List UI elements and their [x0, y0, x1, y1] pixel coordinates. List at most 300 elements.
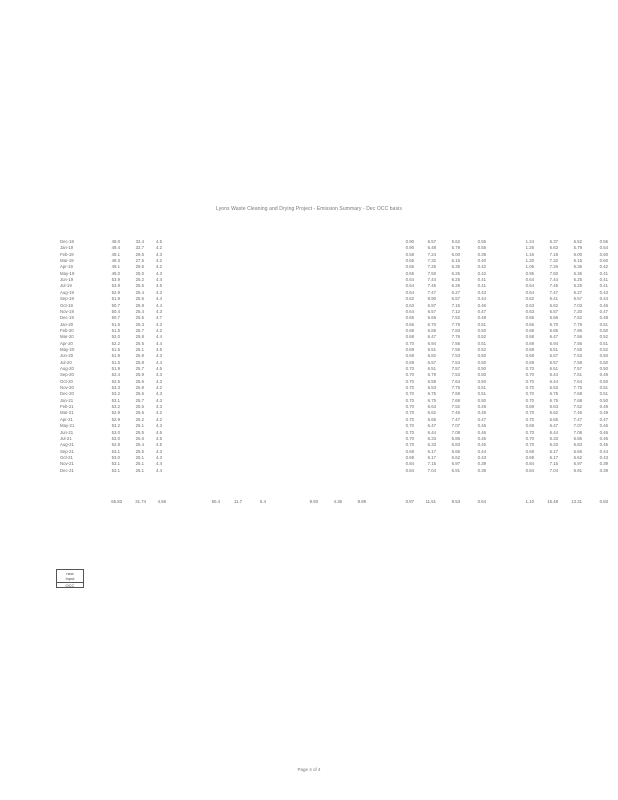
table-cell: 0.84 — [405, 461, 414, 467]
table-cell: 49.0 — [111, 239, 120, 244]
table-cell: 1.06 — [525, 264, 534, 270]
row-month: Jun-19 — [60, 277, 74, 283]
table-cell: 0.69 — [405, 454, 414, 460]
table-cell: 25.4 — [135, 308, 144, 314]
table-cell: 53.1 — [111, 448, 120, 454]
table-cell: 4.2 — [156, 416, 162, 422]
table-cell: 6.44 — [549, 429, 558, 435]
table-cell: 0.39 — [477, 467, 486, 473]
table-cell: 7.75 — [573, 385, 582, 391]
table-cell: 0.41 — [599, 277, 608, 283]
table-cell: 6.36 — [573, 270, 582, 276]
table-row — [0, 461, 618, 467]
table-cell: 7.45 — [427, 283, 436, 289]
table-cell: 0.49 — [599, 404, 608, 410]
table-cell: 6.57 — [549, 353, 558, 359]
table-cell: 7.44 — [427, 277, 436, 283]
table-cell: 52.8 — [111, 442, 120, 448]
table-cell: 0.52 — [599, 346, 608, 352]
table-cell: 0.50 — [477, 372, 486, 378]
table-cell: 0.50 — [599, 327, 608, 333]
table-cell: 25.5 — [135, 283, 144, 289]
table-cell: 6.66 — [427, 315, 436, 321]
table-cell: 52.9 — [111, 289, 120, 295]
table-cell: 6.79 — [427, 372, 436, 378]
table-cell: 0.50 — [477, 359, 486, 365]
table-cell: 53.0 — [111, 454, 120, 460]
table-row — [0, 252, 618, 258]
table-cell: 0.39 — [599, 461, 608, 467]
table-cell: 7.46 — [573, 410, 582, 416]
table-cell: 49.3 — [111, 258, 120, 264]
summary-cell: 65.83 — [111, 499, 122, 504]
table-cell: 0.47 — [477, 308, 486, 314]
table-cell: 25.1 — [135, 454, 144, 460]
table-cell: 51.5 — [111, 359, 120, 365]
table-cell: 7.55 — [451, 346, 460, 352]
table-cell: 0.52 — [599, 334, 608, 340]
table-cell: 6.33 — [427, 442, 436, 448]
table-cell: 0.50 — [599, 366, 608, 371]
table-cell: 6.65 — [427, 416, 436, 422]
table-cell: 6.47 — [427, 334, 436, 340]
summary-cell: 0.64 — [477, 499, 486, 504]
table-cell: 6.33 — [549, 442, 558, 448]
row-month: Apr-21 — [60, 416, 73, 422]
table-cell: 0.51 — [477, 385, 486, 391]
table-cell: 0.44 — [599, 296, 608, 302]
table-cell: 0.51 — [477, 340, 486, 346]
table-row — [0, 360, 618, 366]
summary-cell: 11.51 — [425, 499, 436, 504]
row-month: Jan-20 — [60, 321, 74, 327]
table-cell: 6.00 — [573, 251, 582, 257]
table-cell: 1.26 — [525, 245, 534, 251]
table-cell: 4.3 — [156, 397, 162, 403]
table-cell: 53.9 — [111, 283, 120, 289]
table-cell: 25.1 — [135, 467, 144, 473]
table-cell: 6.17 — [549, 448, 558, 454]
table-cell: 6.83 — [573, 442, 582, 448]
table-cell: 0.39 — [477, 461, 486, 467]
table-cell: 6.82 — [427, 353, 436, 359]
table-cell: 0.66 — [405, 321, 414, 327]
table-cell: 0.51 — [599, 321, 608, 327]
table-cell: 25.5 — [135, 315, 144, 321]
table-cell: 7.24 — [427, 251, 436, 257]
table-cell: 4.3 — [156, 378, 162, 384]
table-cell: 7.07 — [451, 423, 460, 429]
table-cell: 0.50 — [599, 359, 608, 365]
table-cell: 7.15 — [451, 302, 460, 308]
table-cell: 0.70 — [525, 442, 534, 448]
table-cell: 0.62 — [525, 296, 534, 302]
table-cell: 0.49 — [599, 410, 608, 416]
table-cell: 7.53 — [451, 353, 460, 359]
table-cell: 0.54 — [599, 245, 608, 251]
row-month: Jul-20 — [60, 359, 72, 365]
table-cell: 6.83 — [451, 442, 460, 448]
table-cell: 0.70 — [405, 391, 414, 397]
table-cell: 0.70 — [525, 378, 534, 384]
table-cell: 0.69 — [525, 423, 534, 429]
table-cell: 0.51 — [477, 391, 486, 397]
row-month: Aug-21 — [60, 442, 74, 448]
table-cell: 0.63 — [525, 308, 534, 314]
table-cell: 0.47 — [599, 416, 608, 422]
table-row — [0, 366, 618, 372]
row-month: Mar-20 — [60, 334, 74, 340]
table-cell: 0.66 — [525, 321, 534, 327]
row-month: Nov-19 — [60, 308, 74, 314]
row-month: Jan-19 — [60, 245, 74, 251]
row-month: Mar-19 — [60, 258, 74, 264]
row-month: Dec-19 — [60, 315, 74, 321]
page-footer: Page 4 of 4 — [297, 767, 321, 772]
table-cell: 6.52 — [573, 239, 582, 244]
table-cell: 0.48 — [477, 315, 486, 321]
table-cell: 0.40 — [477, 258, 486, 264]
table-cell: 53.1 — [111, 467, 120, 473]
table-cell: 51.5 — [111, 346, 120, 352]
table-cell: 25.7 — [135, 366, 144, 371]
row-month: Feb-20 — [60, 327, 74, 333]
table-cell: 6.25 — [573, 283, 582, 289]
table-cell: 6.51 — [427, 366, 436, 371]
table-cell: 6.25 — [451, 277, 460, 283]
table-cell: 6.94 — [427, 340, 436, 346]
table-cell: 6.57 — [427, 239, 436, 244]
table-cell: 25.8 — [135, 334, 144, 340]
table-cell: 4.3 — [156, 372, 162, 378]
table-cell: 7.32 — [549, 258, 558, 264]
table-cell: 25.6 — [135, 378, 144, 384]
table-cell: 6.15 — [573, 258, 582, 264]
table-row — [0, 436, 618, 442]
row-month: Apr-19 — [60, 264, 73, 270]
table-cell: 0.46 — [477, 435, 486, 441]
table-cell: 6.91 — [573, 467, 582, 473]
table-cell: 4.5 — [156, 429, 162, 435]
table-cell: 6.37 — [549, 239, 558, 244]
legend-line-2: Input — [65, 576, 75, 581]
table-cell: 6.41 — [549, 296, 558, 302]
table-cell: 1.24 — [525, 239, 534, 244]
table-cell: 4.5 — [156, 239, 162, 244]
table-cell: 0.68 — [525, 327, 534, 333]
table-row — [0, 449, 618, 455]
table-cell: 0.63 — [525, 302, 534, 308]
table-cell: 4.4 — [156, 467, 162, 473]
table-cell: 0.70 — [405, 416, 414, 422]
table-cell: 0.58 — [405, 251, 414, 257]
table-cell: 7.47 — [549, 289, 558, 295]
row-month: Sep-20 — [60, 372, 74, 378]
row-month: Jul-19 — [60, 283, 72, 289]
table-cell: 50.4 — [111, 308, 120, 314]
table-cell: 51.5 — [111, 321, 120, 327]
table-cell: 52.9 — [111, 410, 120, 416]
table-cell: 0.68 — [525, 334, 534, 340]
row-month: Dec-18 — [60, 239, 74, 244]
table-cell: 0.55 — [477, 245, 486, 251]
table-row — [0, 468, 618, 474]
table-cell: 7.47 — [427, 289, 436, 295]
row-month: Apr-20 — [60, 340, 73, 346]
table-cell: 0.46 — [477, 423, 486, 429]
table-cell: 7.68 — [451, 397, 460, 403]
table-row — [0, 334, 618, 340]
table-cell: 7.57 — [451, 366, 460, 371]
row-month: Jul-21 — [60, 435, 72, 441]
table-cell: 0.44 — [599, 448, 608, 454]
table-cell: 49.1 — [111, 264, 120, 270]
table-cell: 0.42 — [477, 264, 486, 270]
table-cell: 0.70 — [525, 416, 534, 422]
table-row — [0, 442, 618, 448]
table-cell: 6.33 — [549, 435, 558, 441]
table-cell: 29.5 — [135, 251, 144, 257]
table-cell: 53.9 — [111, 277, 120, 283]
table-cell: 0.47 — [477, 416, 486, 422]
legend-box — [56, 569, 84, 588]
table-cell: 6.85 — [427, 327, 436, 333]
table-cell: 0.65 — [405, 270, 414, 276]
table-cell: 6.51 — [549, 366, 558, 371]
table-cell: 6.62 — [451, 454, 460, 460]
table-cell: 4.7 — [156, 315, 162, 321]
table-cell: 7.08 — [451, 429, 460, 435]
table-cell: 0.51 — [477, 321, 486, 327]
table-row — [0, 309, 618, 315]
table-row — [0, 417, 618, 423]
table-cell: 0.70 — [525, 410, 534, 416]
table-cell: 49.4 — [111, 245, 120, 251]
table-cell: 0.70 — [405, 423, 414, 429]
table-cell: 6.86 — [451, 435, 460, 441]
table-cell: 7.79 — [451, 321, 460, 327]
table-cell: 50.7 — [111, 302, 120, 308]
legend-line-3: OCC — [57, 582, 83, 588]
table-cell: 7.64 — [573, 378, 582, 384]
summary-cell: 11.7 — [233, 499, 242, 504]
table-cell: 4.3 — [156, 353, 162, 359]
table-cell: 0.69 — [405, 359, 414, 365]
row-month: Oct-21 — [60, 454, 73, 460]
table-cell: 0.51 — [599, 391, 608, 397]
table-row — [0, 379, 618, 385]
table-cell: 0.95 — [525, 270, 534, 276]
table-cell: 7.46 — [451, 410, 460, 416]
table-cell: 6.27 — [573, 289, 582, 295]
table-cell: 0.70 — [525, 429, 534, 435]
table-cell: 0.46 — [599, 302, 608, 308]
table-cell: 7.52 — [573, 315, 582, 321]
table-row — [0, 385, 618, 391]
table-cell: 7.58 — [573, 359, 582, 365]
table-cell: 29.5 — [135, 264, 144, 270]
table-cell: 0.70 — [525, 391, 534, 397]
table-cell: 6.15 — [451, 258, 460, 264]
table-cell: 0.43 — [599, 289, 608, 295]
table-row — [0, 398, 618, 404]
table-cell: 6.75 — [427, 397, 436, 403]
table-cell: 0.42 — [477, 270, 486, 276]
table-cell: 0.64 — [405, 283, 414, 289]
table-cell: 6.63 — [549, 245, 558, 251]
table-cell: 6.75 — [549, 397, 558, 403]
table-cell: 7.32 — [427, 258, 436, 264]
table-cell: 0.42 — [599, 264, 608, 270]
table-row — [0, 410, 618, 416]
table-cell: 1.16 — [525, 251, 534, 257]
table-cell: 0.60 — [599, 258, 608, 264]
table-cell: 0.69 — [525, 448, 534, 454]
table-cell: 0.69 — [405, 448, 414, 454]
table-cell: 0.62 — [405, 296, 414, 302]
table-row — [0, 404, 618, 410]
table-cell: 25.6 — [135, 435, 144, 441]
table-cell: 7.44 — [549, 277, 558, 283]
table-cell: 4.4 — [156, 340, 162, 346]
row-month: Dec-21 — [60, 467, 74, 473]
table-cell: 0.70 — [405, 404, 414, 410]
table-cell: 0.70 — [525, 397, 534, 403]
table-cell: 0.64 — [405, 277, 414, 283]
table-cell: 6.85 — [549, 327, 558, 333]
table-cell: 53.0 — [111, 429, 120, 435]
table-cell: 7.07 — [573, 423, 582, 429]
table-cell: 0.39 — [477, 251, 486, 257]
table-cell: 0.43 — [599, 454, 608, 460]
table-cell: 0.51 — [599, 385, 608, 391]
table-cell: 4.3 — [156, 454, 162, 460]
table-cell: 0.64 — [405, 289, 414, 295]
table-cell: 0.64 — [405, 308, 414, 314]
table-cell: 0.65 — [525, 315, 534, 321]
summary-cell: 13.31 — [571, 499, 582, 504]
table-row — [0, 353, 618, 359]
table-cell: 4.3 — [156, 251, 162, 257]
table-cell: 25.6 — [135, 296, 144, 302]
table-cell: 51.9 — [111, 353, 120, 359]
table-cell: 25.5 — [135, 448, 144, 454]
table-cell: 4.2 — [156, 385, 162, 391]
table-cell: 25.3 — [135, 321, 144, 327]
table-cell: 0.46 — [477, 429, 486, 435]
table-cell: 0.45 — [599, 442, 608, 448]
table-cell: 0.41 — [599, 283, 608, 289]
table-cell: 6.47 — [549, 423, 558, 429]
table-cell: 27.5 — [135, 258, 144, 264]
table-cell: 4.5 — [156, 435, 162, 441]
table-cell: 0.49 — [477, 410, 486, 416]
table-cell: 4.2 — [156, 245, 162, 251]
table-row — [0, 271, 618, 277]
table-cell: 4.4 — [156, 359, 162, 365]
table-cell: 7.03 — [573, 302, 582, 308]
table-cell: 25.1 — [135, 423, 144, 429]
table-cell: 4.4 — [156, 302, 162, 308]
table-cell: 49.0 — [111, 270, 120, 276]
table-cell: 32.4 — [135, 239, 144, 244]
table-cell: 25.8 — [135, 302, 144, 308]
table-cell: 25.8 — [135, 359, 144, 365]
table-cell: 0.70 — [405, 372, 414, 378]
table-cell: 0.55 — [477, 239, 486, 244]
table-cell: 6.57 — [573, 296, 582, 302]
table-cell: 7.26 — [427, 264, 436, 270]
row-month: Sep-19 — [60, 296, 74, 302]
table-cell: 4.2 — [156, 410, 162, 416]
table-row — [0, 258, 618, 264]
table-cell: 4.2 — [156, 258, 162, 264]
table-cell: 0.50 — [477, 366, 486, 371]
summary-cell: 8.89 — [357, 499, 366, 504]
table-cell: 4.5 — [156, 366, 162, 371]
table-cell: 6.17 — [427, 454, 436, 460]
table-cell: 0.48 — [599, 315, 608, 321]
table-row — [0, 372, 618, 378]
table-cell: 6.57 — [427, 359, 436, 365]
table-cell: 4.3 — [156, 404, 162, 410]
table-row — [0, 283, 618, 289]
table-cell: 0.44 — [477, 296, 486, 302]
table-cell: 4.3 — [156, 321, 162, 327]
table-cell: 0.60 — [599, 251, 608, 257]
table-cell: 7.18 — [549, 251, 558, 257]
table-cell: 0.50 — [477, 353, 486, 359]
table-row — [0, 455, 618, 461]
table-cell: 7.53 — [573, 353, 582, 359]
summary-cell: 0.87 — [405, 499, 414, 504]
table-cell: 52.5 — [111, 378, 120, 384]
row-month: Nov-20 — [60, 385, 74, 391]
table-cell: 0.69 — [405, 353, 414, 359]
report-title: Lyons Waste Cleaning and Drying Project - Emission Summary - Dec OCC basis — [216, 206, 402, 212]
table-cell: 25.9 — [135, 372, 144, 378]
summary-cell: 5.4 — [260, 499, 266, 504]
table-cell: 6.65 — [549, 416, 558, 422]
table-cell: 4.2 — [156, 327, 162, 333]
table-row — [0, 245, 618, 251]
table-cell: 0.39 — [599, 467, 608, 473]
table-cell: 0.90 — [405, 245, 414, 251]
row-month: Jun-20 — [60, 353, 74, 359]
table-cell: 7.56 — [573, 340, 582, 346]
row-month: Aug-20 — [60, 366, 74, 371]
table-cell: 6.75 — [427, 391, 436, 397]
table-cell: 7.52 — [573, 404, 582, 410]
table-cell: 7.96 — [573, 327, 582, 333]
table-cell: 6.27 — [451, 289, 460, 295]
table-cell: 4.5 — [156, 442, 162, 448]
table-cell: 49.1 — [111, 251, 120, 257]
row-month: Nov-21 — [60, 461, 74, 467]
table-cell: 32.7 — [135, 245, 144, 251]
table-cell: 25.7 — [135, 327, 144, 333]
table-cell: 0.50 — [477, 397, 486, 403]
table-cell: 6.57 — [451, 296, 460, 302]
table-cell: 0.70 — [405, 410, 414, 416]
table-cell: 0.56 — [599, 239, 608, 244]
table-cell: 6.62 — [549, 410, 558, 416]
table-cell: 4.2 — [156, 264, 162, 270]
summary-cell: 50.4 — [211, 499, 220, 504]
row-month: Mar-21 — [60, 410, 74, 416]
table-row — [0, 264, 618, 270]
summary-cell: 1.10 — [525, 499, 534, 504]
